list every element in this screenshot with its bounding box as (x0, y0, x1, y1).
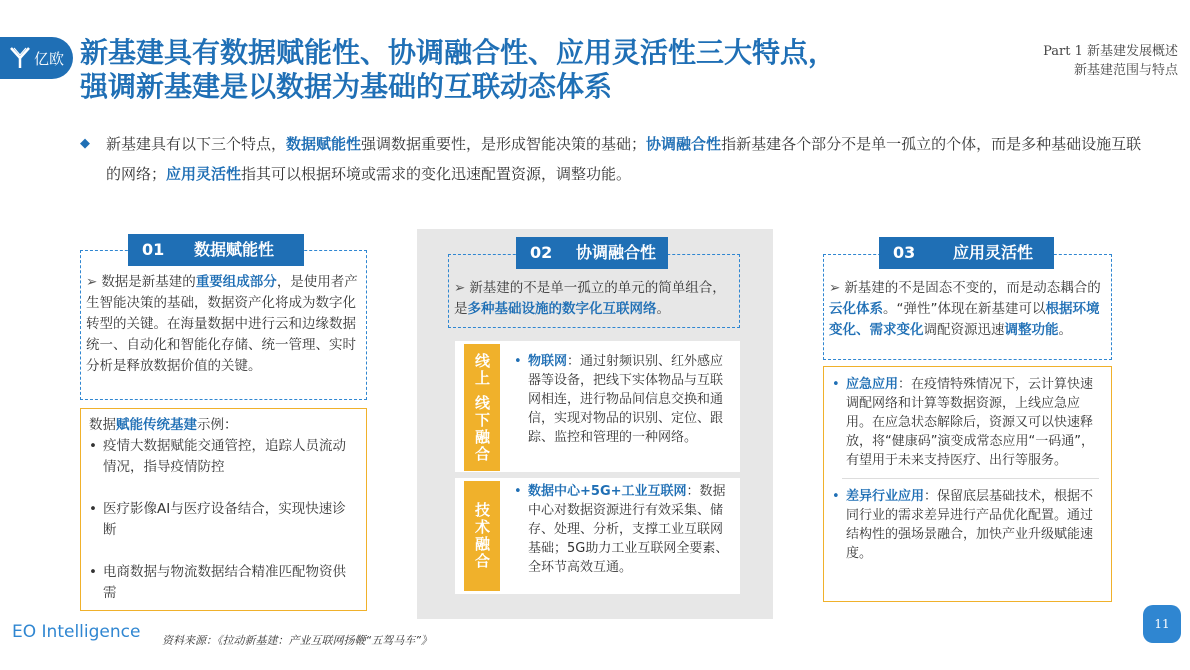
title-line-1: 新基建具有数据赋能性、协调融合性、应用灵活性三大特点， (80, 36, 837, 69)
source-note: 资料来源：《拉动新基建：产业互联网扬鞭“五驾马车”》 (162, 634, 432, 647)
col1-desc-text: ，是使用者产生智能决策的基础，数据资产化将成为数字化转型的关键。在海量数据中进行云和边缘数据统一、自动化和智能化存储、统一管理、实时分析是释放数据价值的关键。 (86, 274, 358, 374)
diamond-bullet-icon: ◆ (80, 136, 90, 151)
bar-1-line-1: 线上 (473, 352, 491, 387)
list-item (826, 375, 1099, 470)
col2-desc-text: 新基建的不是单一孤立的单元的简单组合，是 (454, 280, 726, 317)
col1-examples-box (80, 408, 367, 611)
col2-desc-text: 。 (656, 301, 670, 317)
col2-label: 协调融合性 (576, 243, 657, 262)
col1-num: 01 (142, 240, 165, 259)
divider (842, 478, 1099, 479)
col3-desc-text: 。“弹性”体现在新基建可以 (883, 301, 1046, 317)
item-highlight: 差异行业应用 (846, 489, 925, 504)
col2-tag (516, 237, 668, 269)
examples-title-text: 数据 (89, 417, 116, 433)
section-line-1: Part 1 新基建发展概述 (1043, 44, 1178, 59)
section-line-2: 新基建范围与特点 (1073, 63, 1178, 78)
list-item (508, 482, 734, 577)
item-highlight: 应急应用 (846, 377, 899, 392)
col3-tag (879, 237, 1054, 269)
examples-title-text: 示例： (197, 417, 238, 433)
col3-num: 03 (893, 243, 916, 262)
col2-bar-1 (464, 344, 500, 471)
bar-1-line-2: 线下融合 (473, 394, 491, 463)
logo-mark-icon (9, 46, 31, 70)
col2-list-2 (508, 482, 734, 577)
item-text: ：数据中心对数据资源进行有效采集、储存、处理、分析，支撑工业互联网基础；5G助力工业互联网全要素、全环节高效互通。 (528, 484, 729, 575)
examples-title-highlight: 赋能传统基建 (116, 417, 197, 433)
item-highlight: 物联网 (528, 354, 568, 369)
title-line-2: 强调新基建是以数据为基础的互联动态体系 (80, 70, 613, 103)
col3-desc-text: 调配资源迅速 (923, 322, 1005, 338)
intro-text: 指其可以根据环境或需求的变化迅速配置资源，调整功能。 (241, 165, 632, 183)
page-title (80, 36, 836, 104)
col2-list-1 (508, 352, 734, 447)
list-item: • 医疗影像AI与医疗设备结合，实现快速诊断 (83, 499, 356, 541)
col2-desc-highlight: 多种基础设施的数字化互联网络 (467, 301, 657, 317)
col1-desc-text: 数据是新基建的 (101, 274, 196, 290)
col1-examples-list (81, 436, 366, 604)
col3-app-list-2 (824, 487, 1111, 563)
col3-desc-highlight: 根据环境变化、需求变化 (829, 301, 1100, 338)
col3-desc-highlight: 云化体系 (829, 301, 883, 317)
logo (0, 37, 73, 79)
item-highlight: 数据中心+5G+工业互联网 (528, 484, 687, 499)
col3-desc (829, 278, 1109, 341)
col3-app-list (824, 367, 1111, 470)
arrow-bullet-icon: ➢ (829, 280, 841, 296)
col3-desc-highlight: 调整功能 (1004, 322, 1059, 338)
col2-desc (454, 278, 736, 320)
col3-label: 应用灵活性 (953, 243, 1034, 262)
intro-highlight: 应用灵活性 (166, 165, 242, 183)
bar-2-label: 技术融合 (473, 502, 491, 570)
list-item (826, 487, 1099, 563)
logo-text: 亿欧 (33, 49, 64, 68)
col2-bar-2 (464, 481, 500, 591)
item-text: ：通过射频识别、红外感应器等设备，把线下实体物品与互联网相连，进行物品间信息交换和通信，实现对物品的识别、定位、跟踪、监控和管理的一种网络。 (528, 354, 724, 445)
col3-app-box (823, 366, 1112, 602)
arrow-bullet-icon: ➢ (454, 280, 466, 296)
col1-examples-title (81, 409, 366, 436)
item-text: ：保留底层基础技术，根据不同行业的需求差异进行产品优化配置。通过结构性的强场景融合，加快产业升级赋能速度。 (846, 489, 1094, 561)
intro-highlight: 数据赋能性 (286, 135, 362, 153)
intro-text: 指新基建各个部分不是单一孤立的个体，而是多种基础设施互联的网络； (106, 135, 1142, 183)
item-text: ：在疫情特殊情况下，云计算快速调配网络和计算等数据资源，上线应急应用。在应急状态解除后，资源又可以快速释放，将“健康码”演变成常态应用“一码通”，有望用于未来支持医疗、出行等服务。 (846, 377, 1094, 468)
list-item: • 电商数据与物流数据结合精准匹配物资供需 (83, 562, 356, 604)
page-number: 11 (1143, 605, 1181, 643)
col1-label: 数据赋能性 (194, 240, 275, 259)
col3-desc-text: 。 (1058, 322, 1072, 338)
list-item (508, 352, 734, 447)
col1-desc-highlight: 重要组成部分 (195, 274, 277, 290)
intro-text: 新基建具有以下三个特点， (106, 135, 287, 153)
col2-num: 02 (530, 243, 553, 262)
section-label (1043, 42, 1178, 80)
intro-paragraph (80, 129, 1150, 189)
intro-highlight: 协调融合性 (646, 135, 722, 153)
intro-text: 强调数据重要性，是形成智能决策的基础； (361, 135, 647, 153)
col1-tag (128, 234, 304, 266)
arrow-bullet-icon: ➢ (86, 274, 98, 290)
col1-desc (86, 272, 360, 377)
footer-brand: EO Intelligence (12, 622, 141, 642)
list-item: • 疫情大数据赋能交通管控，追踪人员流动情况，指导疫情防控 (83, 436, 356, 478)
col3-desc-text: 新基建的不是固态不变的，而是动态耦合的 (844, 280, 1101, 296)
